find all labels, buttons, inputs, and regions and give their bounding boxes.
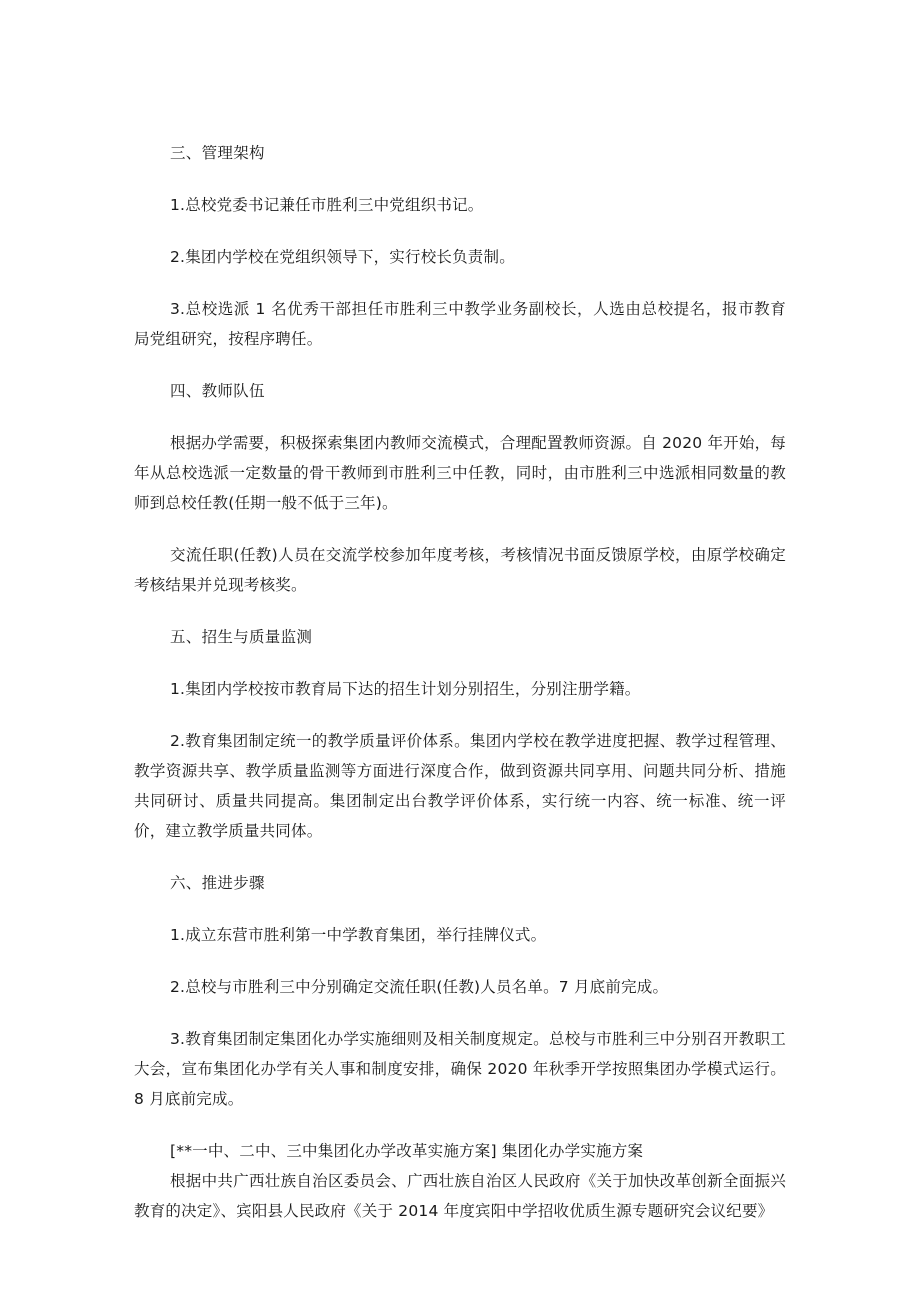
paragraph-teachers-1: 根据办学需要，积极探索集团内教师交流模式，合理配置教师资源。自 2020 年开始，每年从总校选派一定数量的骨干教师到市胜利三中任教，同时，由市胜利三中选派相同数量的教师到总校任教(任期一般不低于三年)。 (134, 434, 786, 512)
next-article-title: [**一中、二中、三中集团化办学改革实施方案] 集团化办学实施方案 (170, 1142, 644, 1160)
paragraph-enrollment-2: 2.教育集团制定统一的教学质量评价体系。集团内学校在教学进度把握、教学过程管理、教学资源共享、教学质量监测等方面进行深度合作，做到资源共同享用、问题共同分析、措施共同研讨、质量共同提高。集团制定出台教学评价体系，实行统一内容、统一标准、统一评价，建立教学质量共同体。 (134, 732, 786, 840)
paragraph-management-3: 3.总校选派 1 名优秀干部担任市胜利三中教学业务副校长，人选由总校提名，报市教育局党组研究，按程序聘任。 (134, 300, 786, 348)
section-heading-teachers: 四、教师队伍 (170, 382, 265, 400)
paragraph-enrollment-1: 1.集团内学校按市教育局下达的招生计划分别招生，分别注册学籍。 (170, 680, 641, 698)
paragraph-management-1: 1.总校党委书记兼任市胜利三中党组织书记。 (170, 196, 484, 214)
paragraph-steps-3: 3.教育集团制定集团化办学实施细则及相关制度规定。总校与市胜利三中分别召开教职工大会，宣布集团化办学有关人事和制度安排，确保 2020 年秋季开学按照集团办学模式运行。8 月底前完成。 (134, 1030, 786, 1108)
next-article-intro: 根据中共广西壮族自治区委员会、广西壮族自治区人民政府《关于加快改革创新全面振兴教育的决定》、宾阳县人民政府《关于 2014 年度宾阳中学招收优质生源专题研究会议纪要》 (134, 1172, 786, 1220)
paragraph-steps-2: 2.总校与市胜利三中分别确定交流任职(任教)人员名单。7 月底前完成。 (170, 978, 669, 996)
paragraph-teachers-2: 交流任职(任教)人员在交流学校参加年度考核，考核情况书面反馈原学校，由原学校确定考核结果并兑现考核奖。 (134, 546, 786, 594)
section-heading-management: 三、管理架构 (170, 144, 265, 162)
paragraph-steps-1: 1.成立东营市胜利第一中学教育集团，举行挂牌仪式。 (170, 926, 547, 944)
paragraph-management-2: 2.集团内学校在党组织领导下，实行校长负责制。 (170, 248, 515, 266)
section-heading-steps: 六、推进步骤 (170, 874, 265, 892)
section-heading-enrollment: 五、招生与质量监测 (170, 628, 313, 646)
